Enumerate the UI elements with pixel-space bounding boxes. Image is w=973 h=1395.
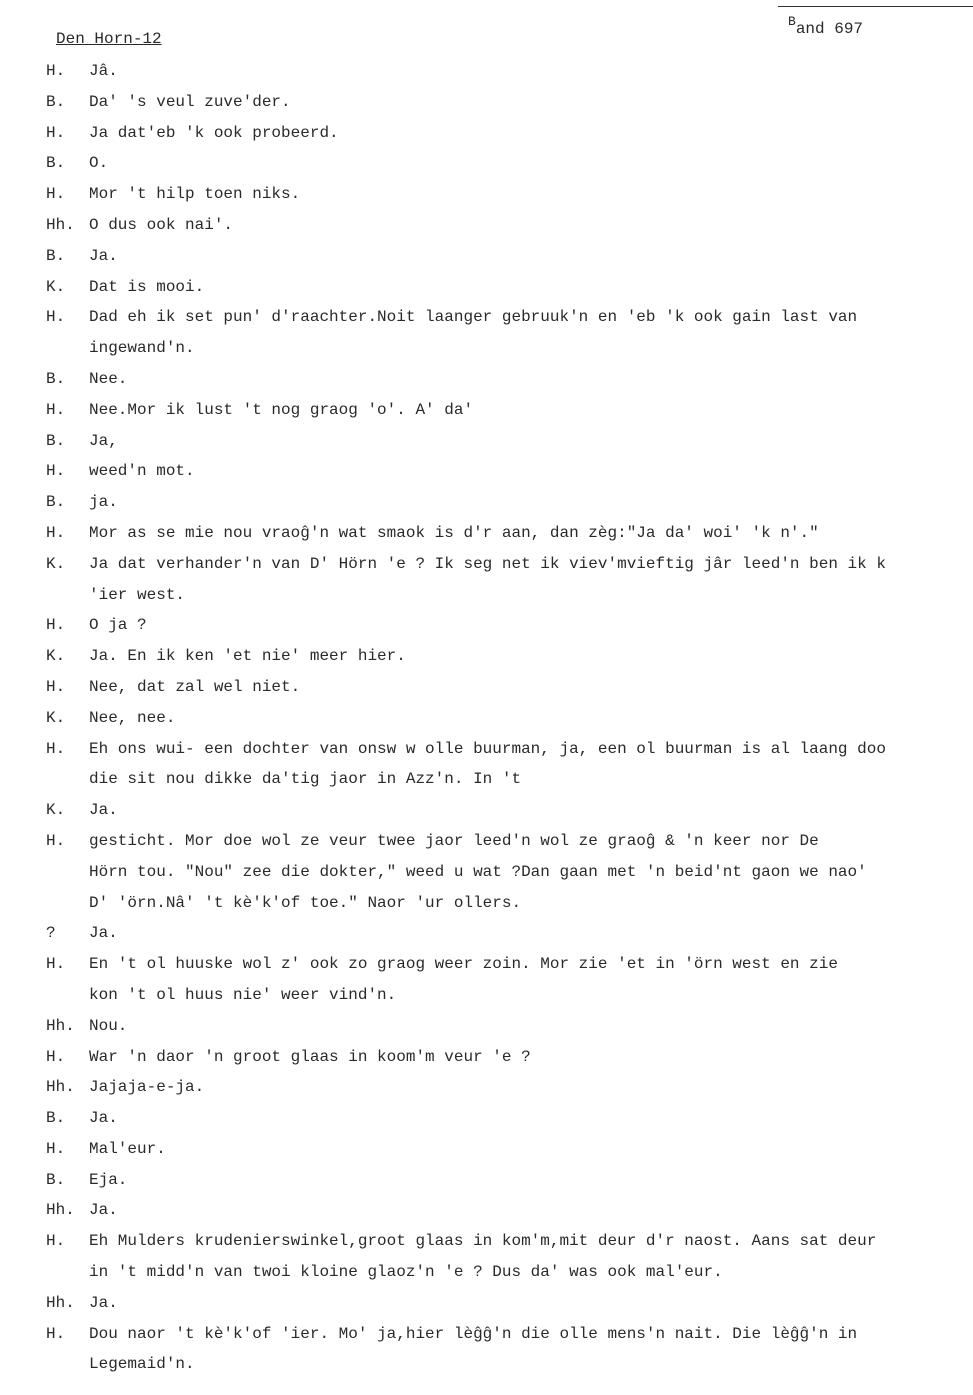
speaker-label: Hh.	[46, 215, 75, 234]
utterance-text: En 't ol huuske wol z' ook zo graog weer zoin. Mor zie 'et in 'örn west en zie	[89, 955, 838, 974]
transcript-line	[0, 826, 973, 857]
utterance-text: Mal'eur.	[89, 1139, 166, 1158]
transcript	[0, 56, 973, 1380]
transcript-line	[0, 118, 973, 149]
utterance-text: Hörn tou. "Nou" zee die dokter," weed u wat ?Dan gaan met 'n beid'nt gaon we nao'	[89, 862, 867, 881]
transcript-line	[0, 703, 973, 734]
utterance-text: Ja dat'eb 'k ook probeerd.	[89, 123, 339, 142]
band-label: and 697	[795, 20, 864, 38]
utterance-text: ja.	[89, 493, 118, 512]
utterance-text: gesticht. Mor doe wol ze veur twee jaor leed'n wol ze graoĝ & 'n keer nor De	[89, 831, 819, 850]
speaker-label: B.	[46, 1109, 66, 1128]
speaker-label: H.	[46, 123, 66, 142]
speaker-label: Hh.	[46, 1293, 75, 1312]
speaker-label: B.	[46, 369, 66, 388]
utterance-text: Jâ.	[89, 62, 118, 80]
utterance-text: Eh Mulders krudenierswinkel,groot glaas in kom'm,mit deur d'r naost. Aans sat deur	[89, 1232, 877, 1251]
utterance-text: War 'n daor 'n groot glaas in koom'm veur 'e ?	[89, 1047, 531, 1066]
utterance-text: Eh ons wui- een dochter van onsw w olle buurman, ja, een ol buurman is al laang doo	[89, 739, 886, 758]
transcript-line	[0, 1072, 973, 1103]
speaker-label: K.	[46, 647, 66, 666]
speaker-label: H.	[46, 400, 66, 419]
transcript-line	[0, 857, 973, 888]
speaker-label: H.	[46, 523, 66, 542]
transcript-line	[0, 456, 973, 487]
utterance-text: Da' 's veul zuve'der.	[89, 92, 291, 111]
transcript-line	[0, 1349, 973, 1380]
speaker-label: Hh.	[46, 1201, 75, 1220]
speaker-label: H.	[46, 955, 66, 974]
transcript-line	[0, 364, 973, 395]
transcript-line	[0, 888, 973, 919]
utterance-text: Ja.	[89, 1201, 118, 1220]
transcript-line	[0, 1165, 973, 1196]
speaker-label: H.	[46, 185, 66, 204]
band-prefix: B	[788, 14, 796, 29]
utterance-text: O.	[89, 154, 109, 173]
transcript-line	[0, 1226, 973, 1257]
utterance-text: Mor as se mie nou vraoĝ'n wat smaok is d'r aan, dan zèg:"Ja da' woi' 'k n'."	[89, 523, 819, 542]
transcript-line	[0, 1011, 973, 1042]
utterance-text: Ja,	[89, 431, 118, 450]
speaker-label: B.	[46, 431, 66, 450]
utterance-text: die sit nou dikke da'tig jaor in Azz'n. In 't	[89, 770, 522, 789]
speaker-label: H.	[46, 1324, 66, 1343]
transcript-line	[0, 272, 973, 303]
speaker-label: B.	[46, 246, 66, 265]
utterance-text: in 't midd'n van twoi kloine glaoz'n 'e ? Dus da' was ook mal'eur.	[89, 1263, 723, 1282]
utterance-text: Nee.Mor ik lust 't nog graog 'o'. A' da'	[89, 400, 474, 419]
utterance-text: Dad eh ik set pun' d'raachter.Noit laanger gebruuk'n en 'eb 'k ook gain last van	[89, 308, 858, 327]
transcript-line	[0, 549, 973, 580]
transcript-line	[0, 395, 973, 426]
transcript-line	[0, 734, 973, 765]
speaker-label: K.	[46, 708, 66, 727]
transcript-line	[0, 1103, 973, 1134]
utterance-text: O ja ?	[89, 616, 147, 635]
utterance-text: Ja.	[89, 1109, 118, 1128]
utterance-text: Eja.	[89, 1170, 128, 1189]
speaker-label: K.	[46, 801, 66, 820]
transcript-line	[0, 518, 973, 549]
utterance-text: kon 't ol huus nie' weer vind'n.	[89, 985, 397, 1004]
transcript-line	[0, 487, 973, 518]
transcript-line	[0, 918, 973, 949]
speaker-label: ?	[46, 924, 56, 943]
speaker-label: Hh.	[46, 1078, 75, 1097]
transcript-line	[0, 1134, 973, 1165]
transcript-line	[0, 1319, 973, 1350]
utterance-text: Ja.	[89, 924, 118, 943]
utterance-text: Jajaja-e-ja.	[89, 1078, 205, 1097]
utterance-text: Ja. En ik ken 'et nie' meer hier.	[89, 647, 406, 666]
speaker-label: H.	[46, 1047, 66, 1066]
speaker-label: H.	[46, 62, 66, 80]
transcript-line	[0, 949, 973, 980]
speaker-label: B.	[46, 1170, 66, 1189]
utterance-text: Dat is mooi.	[89, 277, 205, 296]
utterance-text: Nee, nee.	[89, 708, 176, 727]
speaker-label: H.	[46, 739, 66, 758]
transcript-line	[0, 179, 973, 210]
transcript-line	[0, 302, 973, 333]
speaker-label: B.	[46, 493, 66, 512]
speaker-label: B.	[46, 154, 66, 173]
utterance-text: O dus ook nai'.	[89, 215, 234, 234]
transcript-line	[0, 641, 973, 672]
utterance-text: Nou.	[89, 1016, 128, 1035]
utterance-text: ingewand'n.	[89, 339, 195, 358]
transcript-line	[0, 56, 973, 87]
transcript-line	[0, 1257, 973, 1288]
speaker-label: H.	[46, 831, 66, 850]
transcript-line	[0, 1195, 973, 1226]
transcript-line	[0, 610, 973, 641]
transcript-line	[0, 1042, 973, 1073]
transcript-line	[0, 426, 973, 457]
transcript-line	[0, 980, 973, 1011]
band-number	[788, 14, 864, 38]
transcript-line	[0, 795, 973, 826]
transcript-line	[0, 764, 973, 795]
utterance-text: D' 'örn.Nâ' 't kè'k'of toe." Naor 'ur ollers.	[89, 893, 522, 912]
speaker-label: H.	[46, 308, 66, 327]
utterance-text: Nee.	[89, 369, 128, 388]
speaker-label: H.	[46, 1139, 66, 1158]
transcript-line	[0, 241, 973, 272]
transcript-line	[0, 210, 973, 241]
speaker-label: H.	[46, 677, 66, 696]
utterance-text: Legemaid'n.	[89, 1355, 195, 1374]
utterance-text: Dou naor 't kè'k'of 'ier. Mo' ja,hier lèĝĝ'n die olle mens'n nait. Die lèĝĝ'n in	[89, 1324, 858, 1343]
speaker-label: H.	[46, 616, 66, 635]
document-title: Den Horn-12	[56, 30, 162, 48]
transcript-line	[0, 333, 973, 364]
utterance-text: Nee, dat zal wel niet.	[89, 677, 301, 696]
utterance-text: 'ier west.	[89, 585, 186, 604]
utterance-text: Ja.	[89, 1293, 118, 1312]
utterance-text: Mor 't hilp toen niks.	[89, 185, 301, 204]
transcript-line	[0, 87, 973, 118]
utterance-text: weed'n mot.	[89, 462, 195, 481]
speaker-label: Hh.	[46, 1016, 75, 1035]
transcript-line	[0, 580, 973, 611]
transcript-line	[0, 672, 973, 703]
speaker-label: H.	[46, 462, 66, 481]
utterance-text: Ja.	[89, 801, 118, 820]
top-rule	[778, 6, 973, 7]
transcript-line	[0, 148, 973, 179]
speaker-label: K.	[46, 277, 66, 296]
utterance-text: Ja dat verhander'n van D' Hörn 'e ? Ik seg net ik viev'mvieftig jâr leed'n ben ik k	[89, 554, 886, 573]
speaker-label: H.	[46, 1232, 66, 1251]
speaker-label: B.	[46, 92, 66, 111]
speaker-label: K.	[46, 554, 66, 573]
utterance-text: Ja.	[89, 246, 118, 265]
transcript-line	[0, 1288, 973, 1319]
